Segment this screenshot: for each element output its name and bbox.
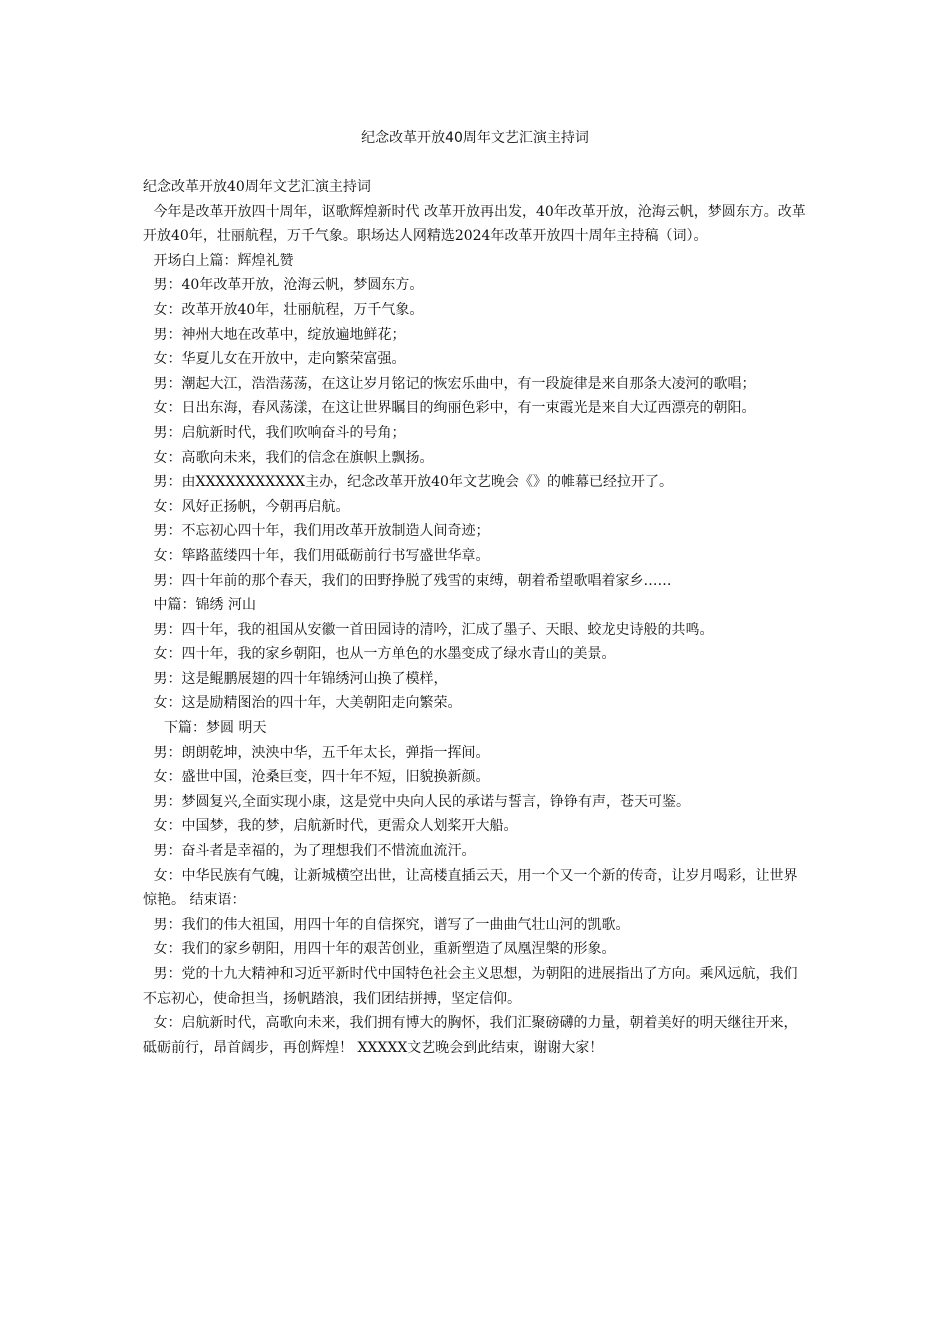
paragraph: 男：启航新时代，我们吹响奋斗的号角； [153,424,406,441]
paragraph: 男：我们的伟大祖国，用四十年的自信探究，谱写了一曲曲气壮山河的凯歌。 [153,916,630,933]
paragraph: 女：改革开放40年，壮丽航程，万千气象。 [153,301,424,318]
paragraph: 今年是改革开放四十周年，讴歌辉煌新时代 改革开放再出发，40年改革开放，沧海云帆，梦圆东方。改革开放40年，壮丽航程，万千气象。职场达人网精选2024年改革开放四十周年主持稿（词）。 [143,203,806,245]
section-heading: 中篇：锦绣 河山 [153,597,256,614]
page-title: 纪念改革开放40周年文艺汇演主持词 [361,130,589,146]
paragraph: 女：华夏儿女在开放中，走向繁荣富强。 [153,351,406,368]
paragraph: 男：四十年前的那个春天，我们的田野挣脱了残雪的束缚，朝着希望歌唱着家乡…… [153,572,672,589]
paragraph: 男：由XXXXXXXXXXX主办，纪念改革开放40年文艺晚会《》的帷幕已经拉开了。 [153,474,673,491]
paragraph: 女：筚路蓝缕四十年，我们用砥砺前行书写盛世华章。 [153,547,490,564]
paragraph: 女：盛世中国，沧桑巨变，四十年不短，旧貌换新颜。 [153,769,490,786]
paragraph: 女：高歌向未来，我们的信念在旗帜上飘扬。 [153,449,434,466]
section-heading: 下篇：梦圆 明天 [164,720,267,737]
paragraph: 男：梦圆复兴,全面实现小康，这是党中央向人民的承诺与誓言，铮铮有声，苍天可鉴。 [153,793,690,810]
section-heading: 开场白上篇：辉煌礼赞 [153,252,294,269]
paragraph: 女：风好正扬帆，今朝再启航。 [153,498,350,515]
paragraph: 纪念改革开放40周年文艺汇演主持词 [143,179,371,195]
paragraph: 女：我们的家乡朝阳，用四十年的艰苦创业，重新塑造了凤凰涅槃的形象。 [153,941,616,958]
paragraph: 男：40年改革开放，沧海云帆，梦圆东方。 [153,277,424,294]
paragraph: 男：这是鲲鹏展翅的四十年锦绣河山换了模样， [153,670,448,687]
paragraph: 女：中华民族有气魄，让新城横空出世，让高楼直插云天，用一个又一个新的传奇，让岁月喝彩，让世界惊艳。 结束语： [143,867,798,909]
paragraph: 男：不忘初心四十年，我们用改革开放制造人间奇迹； [153,523,490,540]
paragraph: 女：这是励精图治的四十年，大美朝阳走向繁荣。 [153,695,462,712]
paragraph: 男：奋斗者是幸福的，为了理想我们不惜流血流汗。 [153,843,476,860]
paragraph: 男：四十年，我的祖国从安徽一首田园诗的清吟，汇成了墨子、天眼、蛟龙史诗般的共鸣。 [153,621,714,638]
document-body [143,175,807,1060]
paragraph: 男：神州大地在改革中，绽放遍地鲜花； [153,326,406,343]
paragraph: 女：启航新时代，高歌向未来，我们拥有博大的胸怀，我们汇聚磅礴的力量，朝着美好的明天继往开来，砥砺前行，昂首阔步，再创辉煌！ XXXXX文艺晚会到此结束，谢谢大家！ [143,1015,798,1056]
paragraph: 女：日出东海，春风荡漾，在这让世界瞩目的绚丽色彩中，有一束霞光是来自大辽西漂亮的朝阳。 [153,400,756,417]
paragraph: 男：朗朗乾坤，泱泱中华，五千年太长，弹指一挥间。 [153,744,490,761]
paragraph: 女：中国梦，我的梦，启航新时代，更需众人划桨开大船。 [153,818,518,835]
paragraph: 男：党的十九大精神和习近平新时代中国特色社会主义思想，为朝阳的进展指出了方向。乘风远航，我们不忘初心，使命担当，扬帆踏浪，我们团结拼搏，坚定信仰。 [143,966,798,1007]
paragraph: 女：四十年，我的家乡朝阳，也从一方单色的水墨变成了绿水青山的美景。 [153,646,616,663]
paragraph: 男：潮起大江，浩浩荡荡，在这让岁月铭记的恢宏乐曲中，有一段旋律是来自那条大凌河的歌唱； [153,375,756,392]
